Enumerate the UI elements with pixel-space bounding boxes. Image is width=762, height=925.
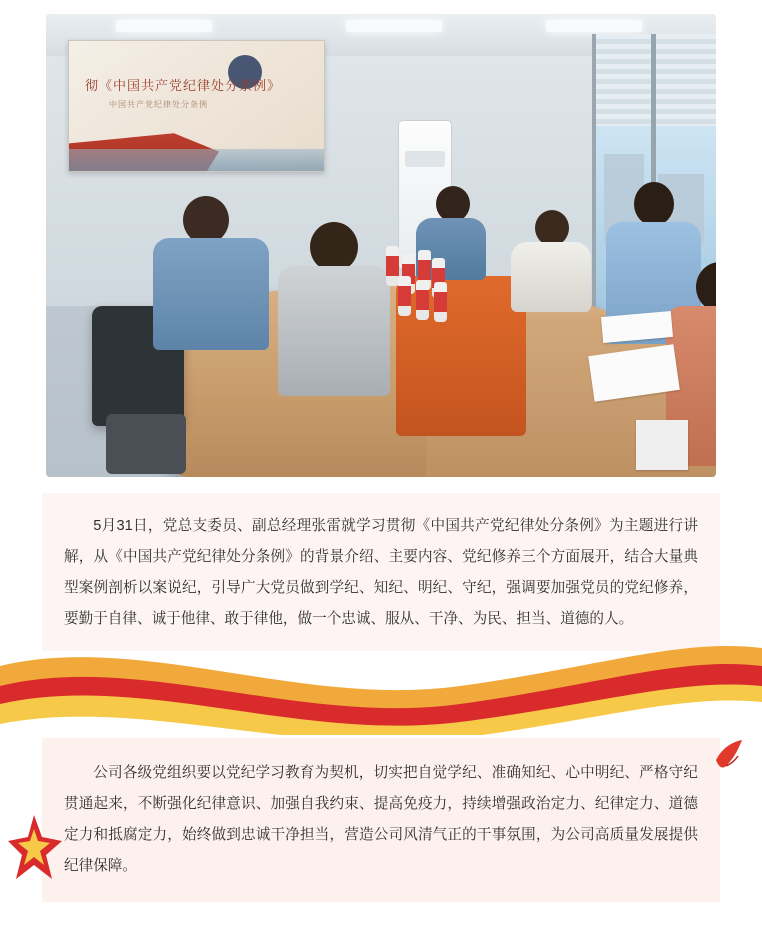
sea-graphic bbox=[69, 149, 324, 171]
person-attendee bbox=[511, 210, 591, 310]
wave-divider bbox=[0, 630, 762, 735]
person-presenter bbox=[151, 196, 271, 346]
meeting-photo bbox=[46, 14, 716, 477]
window-blind bbox=[596, 34, 716, 126]
ceiling-light bbox=[116, 20, 212, 32]
head bbox=[696, 262, 716, 312]
paragraph-text-2: 公司各级党组织要以党纪学习教育为契机，切实把自觉学纪、准确知纪、心中明纪、严格守纪贯通起来，不断强化纪律意识、加强自我约束、提高免疫力，持续增强政治定力、纪律定力、道德定力和抵腐定力，始终做到忠诚干净担当，营造公司风清气正的干事氛围，为公司高质量发展提供纪律保障。 bbox=[64, 765, 698, 874]
head bbox=[436, 186, 470, 222]
torso bbox=[511, 242, 591, 312]
paragraph-block-1 bbox=[42, 493, 720, 651]
projection-screen bbox=[68, 40, 325, 172]
ceiling-light bbox=[346, 20, 442, 32]
water-bottle bbox=[416, 280, 429, 320]
torso bbox=[153, 238, 269, 350]
person-attendee bbox=[278, 222, 390, 392]
notebook bbox=[636, 420, 688, 470]
photo-scene bbox=[46, 14, 716, 477]
red-ribbon-ornament bbox=[8, 815, 62, 885]
head bbox=[183, 196, 229, 244]
screen-title: 彻《中国共产党纪律处分条例》 bbox=[85, 78, 282, 93]
office-chair-base bbox=[106, 414, 186, 474]
red-bird-ornament bbox=[714, 738, 744, 772]
paragraph-text-1: 5月31日，党总支委员、副总经理张雷就学习贯彻《中国共产党纪律处分条例》为主题进行讲解，从《中国共产党纪律处分条例》的背景介绍、主要内容、党纪修养三个方面展开，结合大量典型案例剖析以案说纪，引导广大党员做到学纪、知纪、明纪、守纪，强调要加强党员的党纪修养，要勤于自律、诚于他律、敢于律他，做一个忠诚、服从、干净、为民、担当、道德的人。 bbox=[64, 518, 698, 627]
torso bbox=[278, 266, 390, 396]
paragraph-block-2 bbox=[42, 738, 720, 902]
water-bottle bbox=[398, 276, 411, 316]
head bbox=[535, 210, 569, 246]
screen-subtitle: 中国共产党纪律处分条例 bbox=[109, 100, 208, 109]
head bbox=[634, 182, 674, 226]
head bbox=[310, 222, 358, 272]
water-bottle bbox=[434, 282, 447, 322]
ceiling-light bbox=[546, 20, 642, 32]
